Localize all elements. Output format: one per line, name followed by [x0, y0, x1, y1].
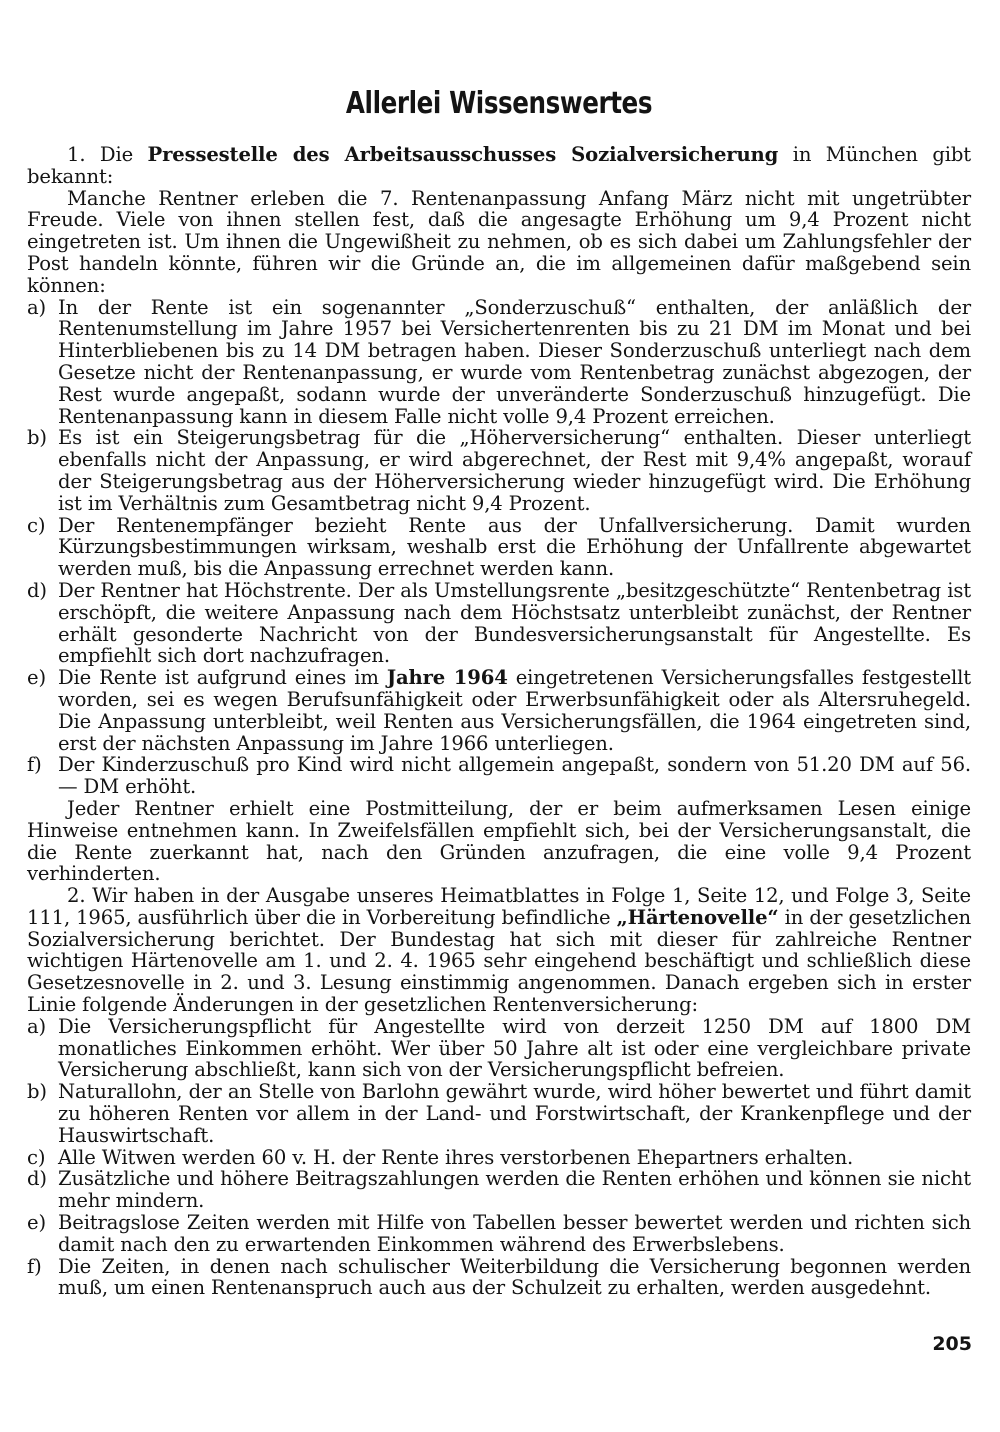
list-item-text: Der Rentner hat Höchstrente. Der als Umstellungsrente „besitzgeschützte“ Rentenbetrag ist erschöpft, die weitere Anpassung nach dem Höchstsatz unterbleibt zunächst, der Rentner erhält gesonderte Nachricht von der Bundesversicherungsanstalt für Angestellte. Es empfiehlt sich dort nachzufragen.: [58, 578, 971, 668]
section-1: [27, 144, 971, 885]
list-item-text: Die Versicherungspflicht für Angestellte wird von derzeit 1250 DM auf 1800 DM monatliches Einkommen erhöht. Wer über 50 Jahre alt ist oder eine vergleichbare private Versicherung abschließt, kann sich von der Versicherungspflicht befreien.: [58, 1014, 971, 1082]
section-1-organisation: Pressestelle des Arbeitsausschusses Sozialversicherung: [147, 143, 779, 166]
list-marker: b): [27, 426, 47, 450]
list-item-text: Naturallohn, der an Stelle von Barlohn gewährt wurde, wird höher bewertet und führt damit zu höheren Renten vor allem in der Land- und Forstwirtschaft, der Krankenpflege und der Hauswirtschaft.: [58, 1080, 971, 1147]
section-1-intro: [27, 144, 971, 188]
list-marker: d): [27, 1167, 47, 1191]
list-item: [27, 1147, 971, 1169]
list-item-text-pre: Die Rente ist aufgrund eines im: [58, 666, 379, 690]
list-item: [27, 427, 971, 514]
list-item: [27, 667, 971, 754]
section-2-emphasis: „Härtenovelle“: [616, 905, 779, 929]
list-item: [27, 1256, 971, 1300]
list-item-text: Zusätzliche und höhere Beitragszahlungen werden die Renten erhöhen und können sie nicht mehr mindern.: [58, 1167, 971, 1213]
list-item-text: Der Rentenempfänger bezieht Rente aus der Unfallversicherung. Damit wurden Kürzungsbestimmungen wirksam, weshalb erst die Erhöhung der Unfallrente abgewartet werden muß, bis die Anpassung errechnet werden kann.: [58, 513, 971, 581]
list-item: [27, 1081, 971, 1146]
list-item-text: Der Kinderzuschuß pro Kind wird nicht allgemein angepaßt, sondern von 51.20 DM auf 56.— DM erhöht.: [58, 753, 971, 799]
list-item: [27, 1212, 971, 1256]
list-marker: a): [27, 1014, 47, 1038]
list-marker: f): [27, 753, 42, 777]
section-2-intro-pre: 2. Wir haben in der Ausgabe unseres Heimatblattes in Folge 1, Seite 12, und Folge 3, Seite 111, 1965, ausführlich über die in Vorbereitung befindliche: [27, 884, 971, 929]
list-marker: e): [27, 666, 46, 690]
list-item: [27, 297, 971, 428]
section-1-closing: Jeder Rentner erhielt eine Postmitteilung, der er beim aufmerksamen Lesen einige Hinweise entnehmen kann. In Zweifelsfällen empfiehlt sich, bei der Versicherungsanstalt, die die Rente zuerkannt hat, nach den Gründen anzufragen, die eine volle 9,4 Prozent verhinderten.: [27, 796, 971, 886]
list-marker: a): [27, 295, 47, 319]
list-item: [27, 754, 971, 798]
list-item-text-post: eingetretenen Versicherungsfalles festgestellt worden, sei es wegen Berufsunfähigkeit oder Erwerbsunfähigkeit oder als Altersruhegeld. Die Anpassung unterbleibt, weil Renten aus Versicherungsfällen, die 1964 eingetreten sind, erst der nächsten Anpassung im Jahre 1966 unterliegen.: [58, 666, 971, 755]
list-item-text: In der Rente ist ein sogenannter „Sonderzuschuß“ enthalten, der anläßlich der Rentenumstellung im Jahre 1957 bei Versichertenrenten bis zu 21 DM im Monat und bei Hinterbliebenen bis zu 14 DM betragen haben. Dieser Sonderzuschuß unterliegt nach dem Gesetze nicht der Rentenanpassung, er wurde vom Rentenbetrag zunächst abgezogen, der Rest wurde angepaßt, sodann wurde der unveränderte Sonderzuschuß hinzugefügt. Die Rentenanpassung kann in diesem Falle nicht volle 9,4 Prozent erreichen.: [58, 295, 971, 428]
list-item-emphasis: Jahre 1964: [386, 666, 508, 690]
list-marker: d): [27, 578, 47, 602]
section-2-intro: [27, 885, 971, 1016]
document-page: [27, 84, 971, 1299]
page-title: Allerlei Wissenswertes: [345, 86, 653, 121]
list-item: [27, 1168, 971, 1212]
page-number: 205: [932, 1333, 972, 1355]
section-2: [27, 885, 971, 1299]
list-item: [27, 1016, 971, 1081]
list-marker: f): [27, 1254, 42, 1278]
section-1-number: 1. Die: [67, 143, 134, 166]
section-1-paragraph: Manche Rentner erleben die 7. Rentenanpassung Anfang März nicht mit ungetrübter Freude. Viele von ihnen stellen fest, daß die angesagte Erhöhung um 9,4 Prozent nicht eingetreten ist. Um ihnen die Ungewißheit zu nehmen, ob es sich dabei um Zahlungsfehler der Post handeln könnte, führen wir die Gründe an, die im allgemeinen dafür maßgebend sein können:: [27, 186, 971, 297]
list-item: [27, 515, 971, 580]
list-marker: e): [27, 1211, 46, 1235]
list-marker: b): [27, 1080, 47, 1104]
list-item-text: Es ist ein Steigerungsbetrag für die „Höherversicherung“ enthalten. Dieser unterliegt ebenfalls nicht der Anpassung, er wird abgerechnet, der Rest mit 9,4% angepaßt, worauf der Steigerungsbetrag aus der Höherversicherung wieder hinzugefügt wird. Die Erhöhung ist im Verhältnis zum Gesamtbetrag nicht 9,4 Prozent.: [58, 426, 971, 515]
list-item-text: Beitragslose Zeiten werden mit Hilfe von Tabellen besser bewertet werden und richten sich damit nach den zu erwartenden Einkommen während des Erwerbslebens.: [58, 1211, 971, 1256]
list-marker: c): [27, 513, 46, 537]
list-item: [27, 580, 971, 667]
section-1-intro-rest: in München gibt bekannt:: [27, 143, 971, 188]
list-item-text: Alle Witwen werden 60 v. H. der Rente ihres verstorbenen Ehepartners erhalten.: [58, 1145, 854, 1169]
list-item-text: Die Zeiten, in denen nach schulischer Weiterbildung die Versicherung begonnen werden muß, um einen Rentenanspruch auch aus der Schulzeit zu erhalten, werden ausgedehnt.: [58, 1254, 971, 1300]
list-marker: c): [27, 1145, 46, 1169]
section-2-intro-post: in der gesetzlichen Sozialversicherung berichtet. Der Bundestag hat sich mit dieser für zahlreiche Rentner wichtigen Härtenovelle am 1. und 2. 4. 1965 sehr eingehend beschäftigt und schließlich diese Gesetzesnovelle in 2. und 3. Lesung einstimmig angenommen. Danach ergeben sich in erster Linie folgende Änderungen in der gesetzlichen Rentenversicherung:: [27, 905, 971, 1017]
